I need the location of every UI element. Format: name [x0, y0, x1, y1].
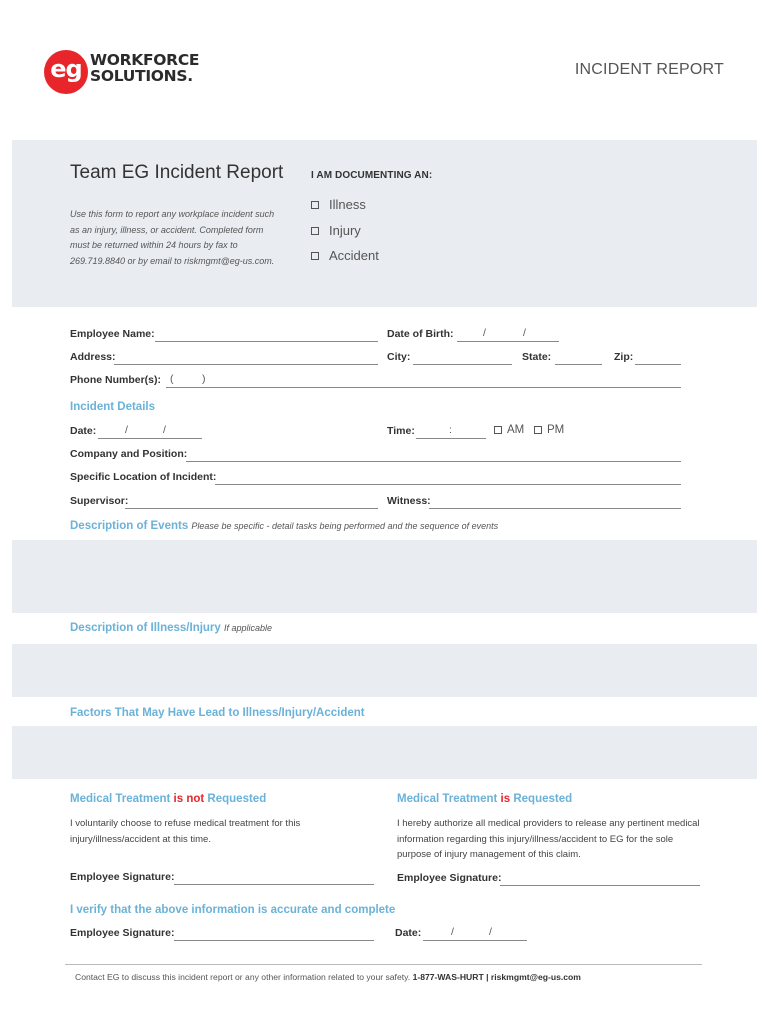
supervisor-field[interactable]	[125, 508, 378, 509]
treatment-yes-mid: is	[500, 793, 511, 805]
treatment-yes-text: I hereby authorize all medical providers to release any pertinent medical information regarding this injury/illness/accident to EG for the sole purpose of injury management of this claim.	[397, 818, 700, 860]
treatment-not-sig-field[interactable]	[174, 884, 374, 885]
treatment-yes-pre: Medical Treatment	[397, 793, 498, 805]
employee-name-label: Employee Name:	[70, 328, 155, 340]
state-label: State:	[522, 351, 552, 363]
form-instructions: Use this form to report any workplace incident such as an injury, illness, or accident. Completed form must be returned within 24 hours by fax to 269.719.8840 or by email to riskmgmt@eg-us.com.	[70, 209, 275, 267]
option-label: Injury	[329, 223, 361, 238]
verify-sig-label: Employee Signature:	[70, 927, 175, 939]
checkbox-icon[interactable]	[494, 426, 502, 434]
address-field[interactable]	[114, 364, 378, 365]
state-field[interactable]	[555, 364, 602, 365]
time-label: Time:	[387, 425, 415, 437]
option-label: Illness	[329, 197, 366, 212]
brand-logo-text	[90, 52, 199, 84]
time-field[interactable]	[416, 438, 486, 439]
footer-contact: 1-877-WAS-HURT | riskmgmt@eg-us.com	[412, 972, 581, 982]
city-field[interactable]	[413, 364, 512, 365]
factors-textarea[interactable]	[12, 726, 757, 779]
footer-divider	[65, 964, 702, 965]
logo-line-1: WORKFORCE	[90, 51, 200, 69]
time-colon: :	[449, 424, 452, 436]
logo-line-2: SOLUTIONS.	[90, 67, 193, 85]
witness-field[interactable]	[429, 508, 681, 509]
location-label: Specific Location of Incident:	[70, 471, 217, 483]
incident-details-heading: Incident Details	[70, 401, 155, 413]
description-textarea[interactable]	[12, 540, 757, 613]
phone-field[interactable]	[166, 387, 681, 388]
factors-heading: Factors That May Have Lead to Illness/Injury/Accident	[70, 707, 365, 719]
treatment-yes-heading	[397, 793, 572, 805]
pm-option[interactable]	[534, 424, 564, 436]
zip-label: Zip:	[614, 351, 634, 363]
verify-date-label: Date:	[395, 927, 422, 939]
treatment-yes-sig-field[interactable]	[500, 885, 700, 886]
logo-mark-text: eg	[50, 55, 82, 83]
city-label: City:	[387, 351, 411, 363]
incident-date-field[interactable]	[98, 438, 202, 439]
verify-sig-field[interactable]	[174, 940, 374, 941]
zip-field[interactable]	[635, 364, 681, 365]
employee-name-field[interactable]	[155, 341, 378, 342]
form-title: Team EG Incident Report	[70, 162, 284, 183]
treatment-yes-post: Requested	[513, 793, 573, 805]
incident-date-label: Date:	[70, 425, 97, 437]
phone-paren-open: (	[170, 373, 174, 385]
documenting-label: I AM DOCUMENTING AN:	[311, 170, 433, 181]
verify-date-slash-1: /	[451, 926, 454, 938]
illness-heading-text: Description of Illness/Injury	[70, 622, 221, 634]
checkbox-icon[interactable]	[311, 252, 319, 260]
treatment-not-heading	[70, 793, 266, 805]
address-label: Address:	[70, 351, 116, 363]
location-field[interactable]	[215, 484, 681, 485]
treatment-not-text: I voluntarily choose to refuse medical treatment for this injury/illness/accident at this time.	[70, 818, 301, 845]
checkbox-icon[interactable]	[311, 201, 319, 209]
footer-text: Contact EG to discuss this incident report or any other information related to your safety.	[75, 972, 411, 982]
treatment-not-mid: is not	[173, 793, 205, 805]
company-position-label: Company and Position:	[70, 448, 188, 460]
option-injury[interactable]	[311, 223, 361, 238]
verify-heading: I verify that the above information is accurate and complete	[70, 904, 396, 916]
dob-field[interactable]	[457, 341, 559, 342]
option-illness[interactable]	[311, 197, 366, 212]
illness-textarea[interactable]	[12, 644, 757, 697]
verify-date-field[interactable]	[423, 940, 527, 941]
checkbox-icon[interactable]	[311, 227, 319, 235]
illness-note: If applicable	[224, 623, 273, 633]
pm-label: PM	[547, 424, 565, 436]
treatment-yes-sig-label: Employee Signature:	[397, 872, 502, 884]
phone-label: Phone Number(s):	[70, 374, 162, 386]
brand-logo-mark	[44, 50, 88, 94]
checkbox-icon[interactable]	[534, 426, 542, 434]
am-option[interactable]	[494, 424, 524, 436]
dob-label: Date of Birth:	[387, 328, 454, 340]
description-heading-text: Description of Events	[70, 520, 189, 532]
date-slash-1: /	[125, 424, 128, 436]
treatment-not-post: Requested	[207, 793, 267, 805]
option-accident[interactable]	[311, 248, 379, 263]
supervisor-label: Supervisor:	[70, 495, 129, 507]
phone-paren-close: )	[202, 373, 206, 385]
verify-date-slash-2: /	[489, 926, 492, 938]
option-label: Accident	[329, 248, 379, 263]
report-title: INCIDENT REPORT	[574, 61, 724, 78]
date-slash-2: /	[163, 424, 166, 436]
illness-heading	[70, 622, 272, 634]
description-note: Please be specific - detail tasks being performed and the sequence of events	[191, 521, 499, 531]
dob-slash-2: /	[523, 327, 526, 339]
description-heading	[70, 520, 498, 532]
dob-slash-1: /	[483, 327, 486, 339]
treatment-not-sig-label: Employee Signature:	[70, 871, 175, 883]
witness-label: Witness:	[387, 495, 431, 507]
treatment-not-pre: Medical Treatment	[70, 793, 171, 805]
am-label: AM	[507, 424, 525, 436]
company-position-field[interactable]	[186, 461, 681, 462]
footer	[75, 972, 581, 982]
